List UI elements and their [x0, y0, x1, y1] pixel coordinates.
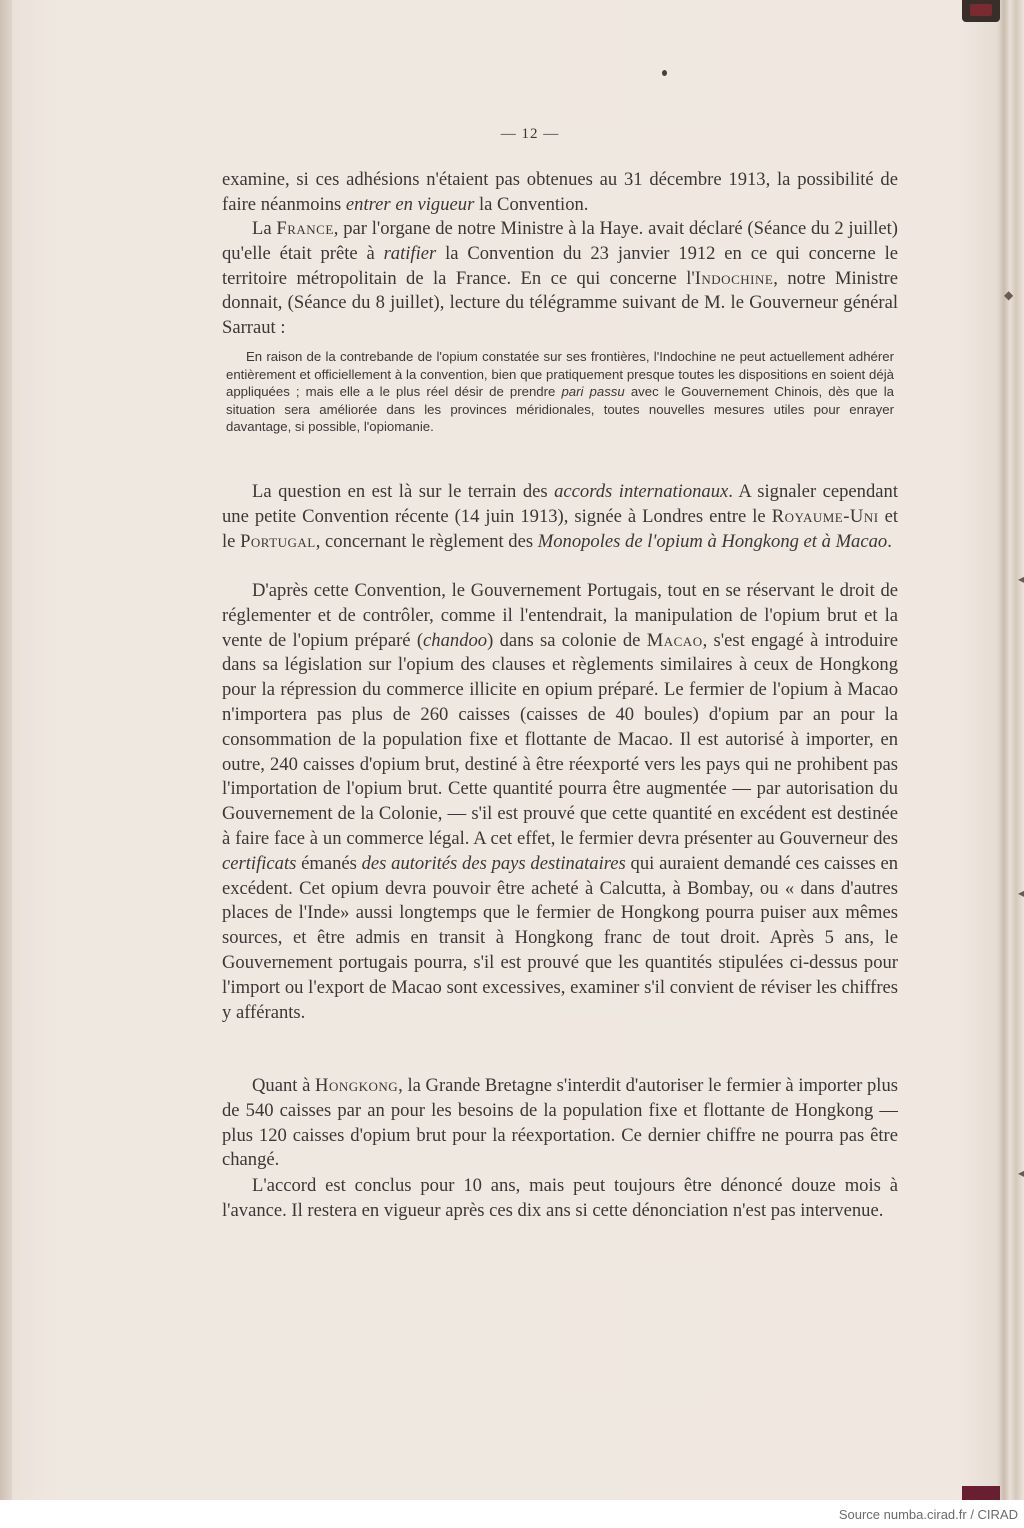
page-edge-right: [998, 0, 1024, 1500]
paragraph-hongkong: Quant à Hongkong, la Grande Bretagne s'interdit d'autoriser le fermier à importer plus de 540 caisses par an pour les besoins de la population fixe et flottante de Hongkong — plus 120 caisses d'opium brut pour la réexportation. Ce dernier chiffre ne pourra pas être changé.: [222, 1075, 898, 1171]
paragraph-1: examine, si ces adhésions n'étaient pas obtenues au 31 décembre 1913, la possibilité de faire néanmoins entrer en vigueur la Convention.: [222, 169, 898, 215]
source-credit: Source numba.cirad.fr / CIRAD: [838, 1507, 1018, 1522]
telegram-quote: En raison de la contrebande de l'opium constatée sur ses frontières, l'Indochine ne peut actuellement adhérer entièrement et officiellement à la convention, bien que pratiquement presque toutes les dispositions en soient déjà appliquées ; mais elle a le plus réel désir de prendre pari passu avec le Gouvernement Chinois, dès que la situation sera améliorée dans les provinces méridionales, toutes nouvelles mesures utiles pour enrayer davantage, si possible, l'opiomanie.: [226, 349, 894, 435]
paragraph-macao: D'après cette Convention, le Gouvernement Portugais, tout en se réservant le droit de réglementer et de contrôler, comme il l'entendrait, la manipulation de l'opium brut et la vente de l'opium préparé (chandoo) dans sa colonie de Macao, s'est engagé à introduire dans sa législation sur l'opium des clauses et règlements similaires à ceux de Hongkong pour la répression du commerce illicite en opium préparé. Le fermier de l'opium à Macao n'importera pas plus de 260 caisses (caisses de 40 boules) d'opium par an pour la consommation de la population fixe et flottante de Macao. Il est autorisé à importer, en outre, 240 caisses d'opium brut, destiné à être réexporté vers les pays qui ne prohibent pas l'importation de l'opium brut. Cette quantité pourra être augmentée — par autorisation du Gouvernement de la Colonie, — s'il est prouvé que cette quantité en excédent est destinée à faire face à un commerce légal. A cet effet, le fermier devra présenter au Gouverneur des certificats émanés des autorités des pays destinataires qui auraient demandé ces caisses en excédent. Cet opium devra pouvoir être acheté à Calcutta, à Bombay, ou « dans d'autres places de l'Inde» aussi longtemps que le fermier de Hongkong pourra puiser aux mêmes sources, et être admis en transit à Hongkong franc de tout droit. Après 5 ans, le Gouvernement portugais pourra, s'il est prouvé que les quantités stipulées ci-dessus pour l'import ou l'export de Macao sont excessives, examiner s'il convient de réviser les chiffres y afférants.: [222, 580, 898, 1023]
page-tab-icon: ◆: [1004, 288, 1014, 302]
binding-strip-top: [962, 0, 1000, 22]
page-tab-icon: ◂: [1018, 886, 1024, 900]
paragraph-accords: La question en est là sur le terrain des accords internationaux. A signaler cependant une petite Convention récente (14 juin 1913), signée à Londres entre le Royaume-Uni et le Portugal, concernant le règlement des Monopoles de l'opium à Hongkong et à Macao.: [222, 481, 898, 552]
page-number: — 12 —: [500, 126, 560, 142]
ink-dot: [662, 70, 667, 76]
page-tab-icon: ◂: [1018, 1166, 1024, 1180]
paragraph-france: La France, par l'organe de notre Ministre à la Haye. avait déclaré (Séance du 2 juillet) qu'elle était prête à ratifier la Convention du 23 janvier 1912 en ce qui concerne le territoire métropolitain de la France. En ce qui concerne l'Indochine, notre Ministre donnait, (Séance du 8 juillet), lecture du télégramme suivant de M. le Gouverneur général Sarraut :: [222, 218, 898, 339]
paragraph-accord-duration: L'accord est conclus pour 10 ans, mais peut toujours être dénoncé douze mois à l'avance. Il restera en vigueur après ces dix ans si cette dénonciation n'est pas intervenue.: [222, 1175, 898, 1221]
page-edge-left: [0, 0, 12, 1500]
page-tab-icon: ◂: [1018, 572, 1024, 586]
binding-strip-bottom: [962, 1486, 1000, 1500]
